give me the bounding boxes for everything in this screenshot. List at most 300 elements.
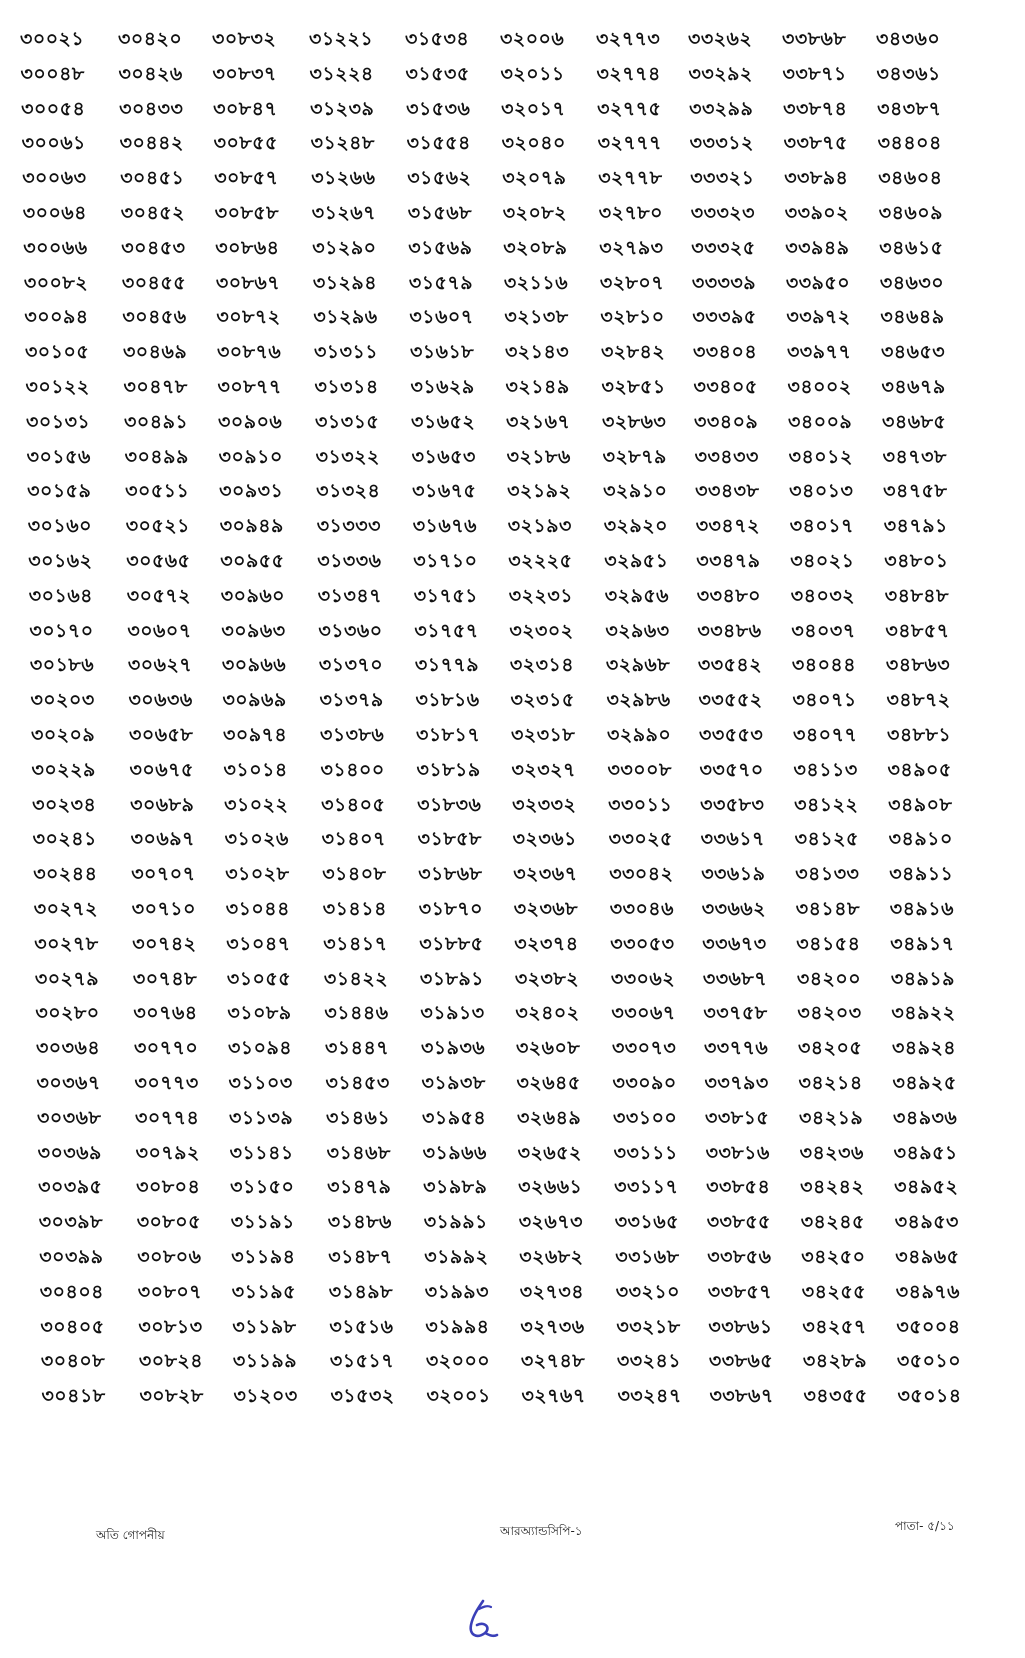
confidential-label: অতি গোপনীয় bbox=[96, 1528, 165, 1542]
roll-number: ৩৩৪০৪ bbox=[692, 341, 758, 364]
roll-number: ৩৪৯৩৬ bbox=[893, 1106, 958, 1129]
roll-number: ৩৩৮৭৪ bbox=[783, 97, 848, 120]
roll-number: ৩৩৪০৯ bbox=[694, 410, 759, 433]
roll-number: ৩২১১৬ bbox=[503, 271, 569, 294]
roll-number: ৩১৮৫৮ bbox=[417, 828, 482, 851]
roll-number: ৩৩০৯০ bbox=[612, 1072, 677, 1094]
roll-number: ৩০৮৬৭ bbox=[215, 271, 281, 294]
roll-number: ৩১২৬৬ bbox=[311, 167, 376, 190]
roll-number: ৩৩২৪৭ bbox=[617, 1385, 682, 1408]
roll-number: ৩০৪৩৩ bbox=[119, 97, 184, 120]
roll-number: ৩৩৮৫৫ bbox=[706, 1211, 771, 1234]
roll-number: ৩৩০২৫ bbox=[608, 828, 673, 851]
roll-number: ৩০১৬০ bbox=[27, 515, 92, 538]
roll-number: ৩০৪২৬ bbox=[118, 62, 183, 85]
roll-number: ৩৩৯৭২ bbox=[786, 306, 851, 329]
roll-number: ৩১৪০৭ bbox=[321, 828, 386, 851]
roll-number: ৩০১৫৯ bbox=[27, 480, 92, 503]
roll-number: ৩৪২৫০ bbox=[801, 1246, 866, 1268]
roll-number: ৩২৭৭৮ bbox=[598, 167, 663, 190]
roll-number: ৩০১৩১ bbox=[26, 410, 91, 433]
document-code: আরঅ্যান্ডসিপি-১ bbox=[500, 1524, 583, 1538]
roll-number: ৩১২০৩ bbox=[233, 1385, 298, 1408]
roll-number: ৩১৯৮৯ bbox=[423, 1176, 488, 1199]
roll-number: ৩৪২০০ bbox=[796, 967, 862, 990]
roll-number: ৩৩৮১৬ bbox=[705, 1141, 770, 1164]
roll-number: ৩৩৫৭০ bbox=[699, 758, 764, 781]
roll-number: ৩৪৩৬০ bbox=[876, 28, 941, 50]
roll-number: ৩৪৭৫৮ bbox=[883, 480, 948, 503]
roll-number: ৩১০২২ bbox=[224, 793, 289, 816]
roll-number: ৩২৭৭৫ bbox=[597, 97, 662, 120]
roll-number: ৩১৪৪৬ bbox=[324, 1002, 389, 1025]
roll-number: ৩১৩৪৭ bbox=[317, 584, 383, 607]
roll-number: ৩১৪৬১ bbox=[326, 1106, 391, 1129]
roll-number: ৩৪২১৪ bbox=[798, 1072, 863, 1094]
roll-number: ৩০৯০৬ bbox=[218, 410, 283, 433]
roll-number: ৩৪৯১১ bbox=[889, 863, 954, 886]
roll-number: ৩২৬৫২ bbox=[517, 1141, 582, 1164]
roll-number: ৩৪০২১ bbox=[790, 550, 855, 572]
roll-number: ৩২৮৭৯ bbox=[602, 445, 667, 468]
roll-number: ৩৩১০০ bbox=[613, 1106, 678, 1129]
roll-number: ৩১১৯৯ bbox=[232, 1350, 298, 1373]
roll-number: ৩০৪৪২ bbox=[119, 132, 184, 155]
roll-number: ৩০০২১ bbox=[20, 28, 85, 50]
roll-number: ৩০৫১১ bbox=[125, 480, 190, 503]
roll-number: ৩১২৩৯ bbox=[310, 97, 375, 120]
roll-number: ৩৪১১৩ bbox=[793, 758, 858, 781]
roll-number: ৩০২৪৪ bbox=[33, 863, 98, 886]
roll-number: ৩২৯৫৬ bbox=[604, 584, 670, 607]
roll-number: ৩১৬০৭ bbox=[409, 306, 474, 329]
roll-number: ৩১৬৭৬ bbox=[412, 515, 477, 538]
roll-number: ৩৩৭৫৮ bbox=[703, 1002, 768, 1025]
roll-number: ৩০০৫৪ bbox=[21, 97, 86, 120]
roll-number: ৩০৬২৭ bbox=[127, 654, 193, 677]
roll-number: ৩১৪০০ bbox=[320, 758, 385, 781]
roll-number: ৩২১৬৭ bbox=[506, 410, 571, 433]
roll-number: ৩৪০৭১ bbox=[792, 689, 857, 712]
roll-number: ৩২৮১০ bbox=[600, 306, 665, 329]
roll-number: ৩২৩৬৮ bbox=[513, 898, 578, 920]
roll-number: ৩০৭৪৮ bbox=[132, 967, 198, 990]
roll-number: ৩০৯৬০ bbox=[220, 584, 286, 607]
roll-number: ৩২১৯৩ bbox=[507, 515, 572, 538]
roll-number: ৩৪৯০৮ bbox=[888, 793, 953, 816]
roll-number: ৩২২২৫ bbox=[508, 550, 573, 572]
roll-number: ৩০০৬১ bbox=[21, 132, 86, 155]
roll-number: ৩০৪০৫ bbox=[40, 1315, 105, 1338]
roll-number: ৩১৯৯২ bbox=[424, 1246, 489, 1268]
roll-number: ৩৪০০২ bbox=[787, 376, 852, 398]
roll-number: ৩১৪৮৭ bbox=[328, 1246, 393, 1268]
page-number: পাতা- ৫/১১ bbox=[895, 1519, 955, 1533]
roll-number: ৩৩৯৫০ bbox=[785, 271, 851, 294]
roll-number: ৩৫০১৪ bbox=[897, 1385, 962, 1408]
roll-number: ৩০৬০৭ bbox=[127, 619, 192, 642]
signature-mark bbox=[455, 1595, 505, 1645]
roll-number: ৩১৭১০ bbox=[413, 550, 478, 572]
roll-number: ৩৪৯৫১ bbox=[893, 1141, 958, 1164]
roll-number: ৩২০৮৯ bbox=[503, 236, 568, 259]
roll-number: ৩১৪৫৩ bbox=[325, 1072, 390, 1094]
roll-number: ৩০৪৫১ bbox=[120, 167, 185, 190]
roll-number: ৩১০২৬ bbox=[224, 828, 289, 851]
roll-number: ৩২৩৬১ bbox=[512, 828, 577, 851]
roll-number: ৩১৮১৯ bbox=[416, 758, 481, 781]
roll-number: ৩০৮৩২ bbox=[212, 28, 277, 50]
roll-number: ৩৩৪৮৬ bbox=[697, 619, 762, 642]
roll-number: ৩৩০৫৩ bbox=[610, 932, 675, 955]
roll-number: ৩০৫২১ bbox=[125, 515, 190, 538]
roll-number: ৩২১৮৬ bbox=[506, 445, 571, 468]
roll-number: ৩২৬৬১ bbox=[518, 1176, 583, 1199]
roll-number: ৩৪৯১৬ bbox=[889, 898, 954, 920]
roll-number: ৩৩১১১ bbox=[613, 1141, 678, 1164]
roll-number: ৩২৬৭৩ bbox=[518, 1211, 583, 1234]
roll-number: ৩৩৬১৯ bbox=[701, 863, 766, 886]
roll-number: ৩৩৪০৫ bbox=[693, 376, 758, 398]
roll-number: ৩২৬৮২ bbox=[519, 1246, 584, 1268]
roll-number: ৩২০৮২ bbox=[502, 202, 567, 224]
roll-number: ৩০৮০৪ bbox=[136, 1176, 201, 1199]
roll-number: ৩০৮০৭ bbox=[137, 1280, 203, 1303]
roll-number: ৩২৯১০ bbox=[603, 480, 668, 503]
roll-number: ৩০০৮২ bbox=[23, 271, 89, 294]
roll-number: ৩৩৩৯৫ bbox=[692, 306, 757, 329]
roll-number: ৩৪২৪২ bbox=[800, 1176, 865, 1199]
roll-number: ৩৩৮৬৭ bbox=[709, 1385, 774, 1408]
roll-number: ৩২৩৬৭ bbox=[513, 863, 578, 886]
roll-number: ৩০৪৫২ bbox=[120, 202, 185, 224]
roll-number: ৩৩৪৮০ bbox=[696, 584, 762, 607]
roll-number: ৩২৩৭৪ bbox=[514, 932, 579, 955]
roll-number: ৩০২৭৮ bbox=[34, 932, 99, 955]
roll-number: ৩৪০১৭ bbox=[789, 515, 854, 538]
roll-number: ৩০২২৯ bbox=[31, 758, 96, 781]
roll-number: ৩০৮৭৬ bbox=[216, 341, 282, 364]
roll-number: ৩৪৬০৯ bbox=[878, 202, 943, 224]
roll-number: ৩৪৯৫৩ bbox=[894, 1211, 959, 1234]
roll-number: ৩৪৭৩৮ bbox=[882, 445, 947, 468]
roll-number: ৩৩৮৫৭ bbox=[707, 1280, 773, 1303]
roll-number: ৩৩২১৮ bbox=[616, 1315, 681, 1338]
roll-number: ৩০৭১০ bbox=[131, 898, 196, 920]
roll-number: ৩১৪১৪ bbox=[322, 898, 387, 920]
roll-number: ৩০৩৯৯ bbox=[39, 1246, 104, 1268]
roll-number: ৩২০০৬ bbox=[500, 28, 565, 50]
roll-number: ৩৪১২২ bbox=[794, 793, 859, 816]
roll-number: ৩০৪৭৮ bbox=[123, 376, 188, 398]
roll-number: ৩০৭৭৪ bbox=[135, 1106, 200, 1129]
roll-number: ৩১০৫৫ bbox=[226, 967, 292, 990]
roll-number: ৩০৮৫৮ bbox=[214, 202, 279, 224]
roll-number: ৩১১৯১ bbox=[230, 1211, 295, 1234]
roll-number: ৩৩৩২৫ bbox=[691, 236, 756, 259]
roll-number: ৩০৮২৮ bbox=[139, 1385, 204, 1408]
roll-number: ৩২১৯২ bbox=[507, 480, 572, 503]
roll-number: ৩২০৭৯ bbox=[502, 167, 567, 190]
roll-number: ৩২৭৩৬ bbox=[520, 1315, 585, 1338]
roll-number: ৩০৩৬৯ bbox=[37, 1141, 102, 1164]
roll-number: ৩২৭৬৭ bbox=[521, 1385, 586, 1408]
roll-number: ৩০৭০৭ bbox=[131, 863, 196, 886]
roll-number: ৩০৮৫৫ bbox=[213, 132, 278, 155]
roll-number: ৩৪৩৮৭ bbox=[877, 97, 942, 120]
roll-number: ৩১৫৩৬ bbox=[406, 97, 471, 120]
roll-number: ৩৪৮৮১ bbox=[887, 724, 952, 746]
roll-number: ৩১৬৭৫ bbox=[412, 480, 477, 503]
roll-number: ৩১২৯০ bbox=[312, 236, 377, 259]
roll-number: ৩১৯৯৩ bbox=[424, 1280, 489, 1303]
roll-number: ৩৪৭৯১ bbox=[883, 515, 948, 538]
roll-number: ৩১২৪৮ bbox=[310, 132, 375, 155]
roll-number: ৩৪১২৫ bbox=[794, 828, 859, 851]
roll-number: ৩০৮২৪ bbox=[138, 1350, 204, 1373]
roll-number: ৩১৫৩২ bbox=[330, 1385, 395, 1408]
roll-number: ৩৪৯১৯ bbox=[890, 967, 956, 990]
roll-number: ৩৪২৩৬ bbox=[799, 1141, 864, 1164]
roll-number: ৩১৪৭৯ bbox=[327, 1176, 392, 1199]
roll-number: ৩৪০৭৭ bbox=[793, 724, 858, 746]
roll-number: ৩০৫৭২ bbox=[126, 584, 192, 607]
roll-number: ৩৩৫৮৩ bbox=[700, 793, 765, 816]
roll-number: ৩১৩১৫ bbox=[315, 410, 380, 433]
roll-number: ৩৩৮৫৬ bbox=[707, 1246, 772, 1268]
roll-number: ৩১৭৫১ bbox=[413, 584, 478, 607]
roll-number: ৩২৭৮০ bbox=[598, 202, 663, 224]
roll-number: ৩৩৮৭১ bbox=[782, 62, 847, 85]
roll-number: ৩০০৬৩ bbox=[22, 167, 87, 190]
roll-number: ৩২৩০২ bbox=[509, 619, 574, 642]
roll-number: ৩০৭৪২ bbox=[132, 932, 197, 955]
roll-number: ৩৩৮৭৫ bbox=[783, 132, 848, 155]
roll-number: ৩১৪২২ bbox=[323, 967, 389, 990]
roll-number: ৩০৯৫৫ bbox=[220, 550, 285, 572]
roll-number: ৩০৯৬৯ bbox=[222, 689, 287, 712]
roll-number: ৩৪৬১৫ bbox=[879, 236, 944, 259]
roll-number: ৩০২৭২ bbox=[33, 898, 99, 920]
roll-number: ৩১৬৫৩ bbox=[411, 445, 476, 468]
roll-number: ৩১৯৩৬ bbox=[420, 1037, 486, 1060]
roll-number: ৩০১০৫ bbox=[24, 341, 90, 364]
roll-number: ৩০৪০৮ bbox=[40, 1350, 106, 1373]
roll-number: ৩৪২৫৫ bbox=[801, 1280, 866, 1303]
roll-number: ৩০৭৬৪ bbox=[133, 1002, 198, 1025]
roll-number: ৩১৯৩৮ bbox=[421, 1072, 486, 1094]
roll-number: ৩৪০০৯ bbox=[788, 410, 853, 433]
roll-number: ৩০০৪৮ bbox=[20, 62, 85, 85]
roll-number: ৩১৪৬৮ bbox=[326, 1141, 391, 1164]
roll-number: ৩১২২১ bbox=[309, 28, 374, 50]
roll-number: ৩১৮৭০ bbox=[418, 898, 483, 920]
roll-number: ৩৩৪৭২ bbox=[695, 515, 760, 538]
roll-number: ৩২৩১৪ bbox=[509, 654, 575, 677]
roll-number: ৩১১৯৪ bbox=[231, 1246, 296, 1268]
roll-number: ৩১৩৩৬ bbox=[317, 550, 382, 572]
roll-number: ৩১১৯৮ bbox=[232, 1315, 297, 1338]
roll-number: ৩১৩৮৬ bbox=[320, 724, 385, 746]
roll-number: ৩১৩৭৯ bbox=[319, 689, 384, 712]
roll-number: ৩৩৫৫২ bbox=[698, 689, 763, 712]
roll-number: ৩১১৯৫ bbox=[231, 1280, 296, 1303]
roll-number: ৩১০৮৯ bbox=[227, 1002, 292, 1025]
roll-number: ৩৩০৭৩ bbox=[611, 1037, 677, 1060]
roll-number: ৩২৭৯৩ bbox=[599, 236, 664, 259]
roll-number: ৩৪২০৫ bbox=[797, 1037, 863, 1060]
roll-number: ৩১২৬৭ bbox=[311, 202, 376, 224]
roll-number: ৩০২৩৪ bbox=[32, 793, 97, 816]
roll-number: ৩৫০০৪ bbox=[896, 1315, 961, 1338]
roll-number: ৩১৩১১ bbox=[313, 341, 379, 364]
roll-number: ৩১৮১৭ bbox=[416, 724, 481, 746]
roll-number: ৩১৯৬৬ bbox=[422, 1141, 487, 1164]
roll-number: ৩২৩৩২ bbox=[512, 793, 577, 816]
roll-number: ৩০৪৫৫ bbox=[121, 271, 187, 294]
roll-number: ৩০৩৯৫ bbox=[38, 1176, 103, 1199]
roll-number: ৩২৭৭৩ bbox=[596, 28, 661, 50]
roll-number: ৩২৯৬৩ bbox=[605, 619, 670, 642]
roll-number: ৩৩৮১৫ bbox=[705, 1106, 770, 1129]
roll-number: ৩০৯১০ bbox=[218, 445, 283, 468]
roll-number: ৩০৮৪৭ bbox=[213, 97, 278, 120]
roll-number: ৩০৬৭৫ bbox=[129, 758, 194, 781]
roll-number: ৩৪৬৮৫ bbox=[882, 410, 947, 433]
roll-number: ৩৪৯১০ bbox=[888, 828, 953, 851]
roll-number: ৩১৮৬৮ bbox=[418, 863, 483, 886]
roll-number: ৩০৩৬৭ bbox=[36, 1072, 101, 1094]
roll-number: ৩২৭৩৪ bbox=[519, 1280, 585, 1303]
roll-number: ৩৪৯৫২ bbox=[894, 1176, 959, 1199]
roll-number: ৩০৮০৫ bbox=[136, 1211, 201, 1234]
roll-number: ৩৪৪০৪ bbox=[877, 132, 942, 155]
roll-number: ৩৪৬৭৯ bbox=[881, 376, 946, 398]
roll-number: ৩১২৯৪ bbox=[312, 271, 378, 294]
roll-number: ৩০২০৩ bbox=[30, 689, 95, 712]
roll-number: ৩১৫৩৫ bbox=[405, 62, 470, 85]
roll-number: ৩৪২৫৭ bbox=[802, 1315, 867, 1338]
roll-number: ৩২২৩১ bbox=[508, 584, 574, 607]
roll-number: ৩০৭৯২ bbox=[135, 1141, 200, 1164]
roll-number: ৩০৮১৩ bbox=[138, 1315, 203, 1338]
roll-number: ৩১০৪৭ bbox=[226, 932, 291, 955]
roll-number: ৩০৬৩৬ bbox=[128, 689, 193, 712]
roll-number: ৩৫০১০ bbox=[896, 1350, 962, 1373]
roll-number: ৩২১৪৩ bbox=[504, 341, 570, 364]
roll-number: ৩৩৭৯৩ bbox=[704, 1072, 769, 1094]
roll-number: ৩০৩৬৮ bbox=[37, 1106, 102, 1129]
roll-number: ৩২৮৪২ bbox=[600, 341, 666, 364]
roll-number: ৩৩৬৭৩ bbox=[702, 932, 767, 955]
roll-number: ৩১৯৫৪ bbox=[422, 1106, 487, 1129]
roll-number: ৩৩৫৪২ bbox=[697, 654, 763, 677]
roll-number: ৩২৭৭৪ bbox=[596, 62, 661, 85]
roll-number: ৩০৯৩১ bbox=[219, 480, 284, 503]
roll-number: ৩৩৮৫৪ bbox=[706, 1176, 771, 1199]
roll-number: ৩২৩২৭ bbox=[511, 758, 576, 781]
roll-number: ৩২৯৫১ bbox=[604, 550, 669, 572]
roll-number: ৩৩৪৭৯ bbox=[696, 550, 761, 572]
roll-number: ৩৩০১১ bbox=[608, 793, 673, 816]
roll-number: ৩১২২৪ bbox=[309, 62, 374, 85]
roll-number: ৩১৪৮৬ bbox=[327, 1211, 392, 1234]
roll-number: ৩১৩৬০ bbox=[318, 619, 383, 642]
roll-number: ৩৪৮৪৮ bbox=[884, 584, 949, 607]
roll-number: ৩৪৬৩০ bbox=[879, 271, 945, 294]
roll-number: ৩০১৬২ bbox=[28, 550, 93, 572]
roll-number: ৩৩১৬৮ bbox=[615, 1246, 680, 1268]
roll-number: ৩০৮০৬ bbox=[137, 1246, 202, 1268]
roll-number: ৩১০৯৪ bbox=[227, 1037, 293, 1060]
roll-number: ৩০৭৭৩ bbox=[134, 1072, 199, 1094]
roll-number: ৩০৮৩৭ bbox=[212, 62, 277, 85]
roll-number: ৩৩১১৭ bbox=[614, 1176, 679, 1199]
roll-number: ৩৩৯০২ bbox=[784, 202, 849, 224]
roll-number: ৩০১২২ bbox=[25, 376, 90, 398]
roll-number: ৩৪৮০১ bbox=[884, 550, 949, 572]
roll-number: ৩৩৯৭৭ bbox=[786, 341, 852, 364]
roll-number: ৩১৪০৫ bbox=[321, 793, 386, 816]
roll-number: ৩১৪৪৭ bbox=[324, 1037, 390, 1060]
roll-number: ৩৩০৪২ bbox=[609, 863, 674, 886]
roll-number: ৩০৪৯৯ bbox=[124, 445, 189, 468]
roll-number: ৩৩০৬২ bbox=[610, 967, 676, 990]
roll-number: ৩১৩২২ bbox=[315, 445, 380, 468]
roll-number: ৩১৩৭০ bbox=[318, 654, 384, 677]
roll-number: ৩১৩১৪ bbox=[314, 376, 379, 398]
roll-number: ৩২৩১৮ bbox=[511, 724, 576, 746]
roll-number: ৩৪০১৩ bbox=[789, 480, 854, 503]
roll-number: ৩১৮৩৬ bbox=[417, 793, 482, 816]
roll-number: ৩১৯১৩ bbox=[420, 1002, 485, 1025]
roll-number: ৩৩৬৮৭ bbox=[702, 967, 768, 990]
roll-number: ৩১৫৬৮ bbox=[407, 202, 472, 224]
roll-number: ৩৩৪৩৮ bbox=[695, 480, 760, 503]
roll-number: ৩০৪৫৬ bbox=[122, 306, 187, 329]
roll-number: ৩২৩১৫ bbox=[510, 689, 575, 712]
roll-number: ৩৩৫৫৩ bbox=[699, 724, 764, 746]
roll-number: ৩৩৩১২ bbox=[689, 132, 754, 155]
roll-number: ৩২৪০২ bbox=[515, 1002, 580, 1025]
roll-number: ৩২০০১ bbox=[426, 1385, 491, 1408]
roll-number: ৩১৬১৮ bbox=[409, 341, 475, 364]
roll-number: ৩০০৬৪ bbox=[22, 202, 87, 224]
roll-number: ৩১৫৬৯ bbox=[408, 236, 473, 259]
roll-number: ৩৪১৩৩ bbox=[795, 863, 860, 886]
roll-number: ৩২১৩৮ bbox=[504, 306, 569, 329]
roll-number: ৩৪৩৬১ bbox=[876, 62, 941, 85]
roll-number: ৩০১৮৬ bbox=[29, 654, 95, 677]
roll-number: ৩৪৩৫৫ bbox=[803, 1385, 868, 1408]
roll-number: ৩৪৯৭৬ bbox=[895, 1280, 961, 1303]
roll-number: ৩০৬৮৯ bbox=[130, 793, 195, 816]
roll-number: ৩১০৪৪ bbox=[225, 898, 290, 920]
roll-number: ৩০৩৬৪ bbox=[35, 1037, 101, 1060]
roll-number: ৩১৫৭৯ bbox=[408, 271, 474, 294]
roll-number: ৩৪৯২২ bbox=[891, 1002, 956, 1025]
roll-number: ৩৩০০৮ bbox=[607, 758, 672, 781]
roll-number: ৩০৩৯৮ bbox=[38, 1211, 103, 1234]
roll-number: ৩০৪০৪ bbox=[39, 1280, 105, 1303]
roll-number: ৩০৪২০ bbox=[118, 28, 183, 50]
roll-number: ৩১১৩৯ bbox=[229, 1106, 294, 1129]
roll-number: ৩০৬৯৭ bbox=[130, 828, 195, 851]
roll-number: ৩৪৯২৪ bbox=[891, 1037, 957, 1060]
roll-number: ৩০১৭০ bbox=[29, 619, 94, 642]
roll-number: ৩০৮৬৪ bbox=[215, 236, 280, 259]
roll-number: ৩১৯৯৪ bbox=[425, 1315, 490, 1338]
